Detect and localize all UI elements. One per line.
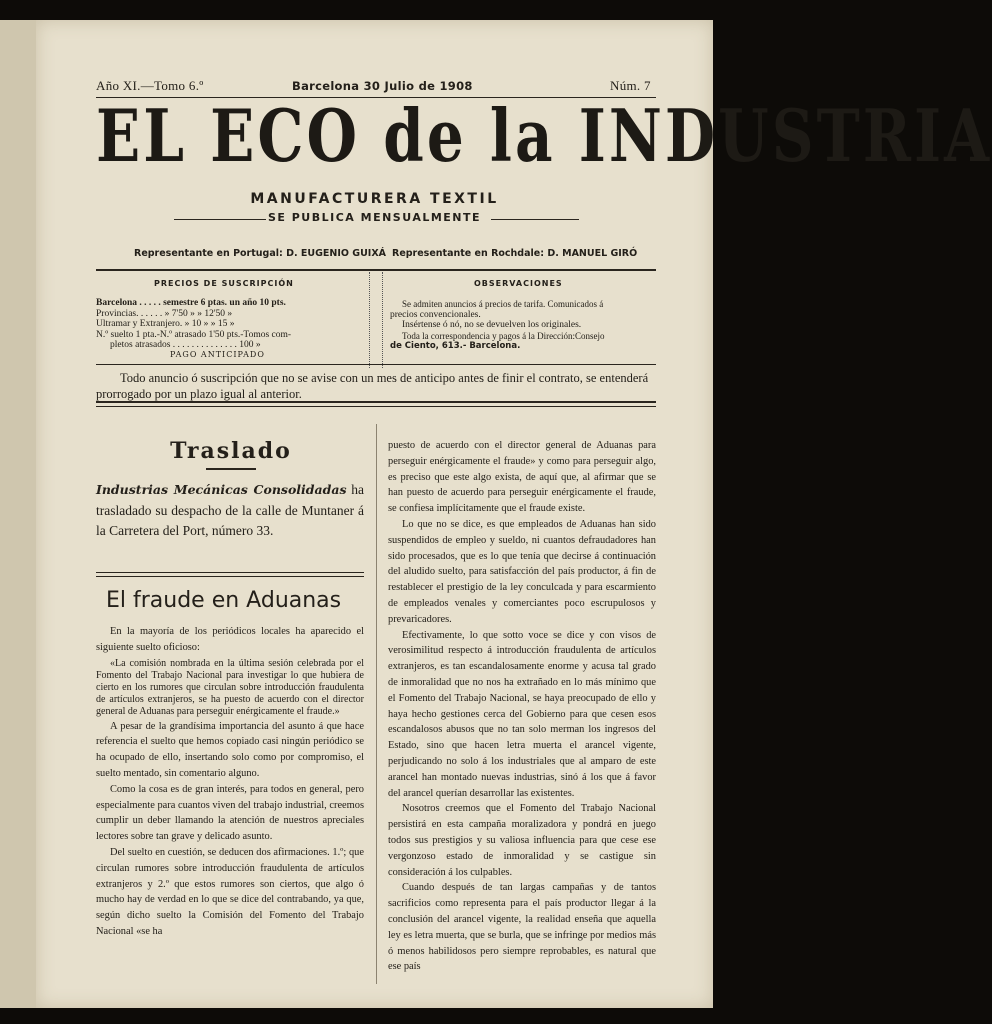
observation-line: de Ciento, 613.- Barcelona.	[390, 341, 521, 351]
issue-date: Barcelona 30 Julio de 1908	[292, 79, 473, 93]
column-divider-ornament	[369, 272, 383, 368]
adjacent-page-edge	[0, 20, 37, 1008]
observation-line: precios convencionales.	[390, 309, 481, 320]
article-paragraph: Del suelto en cuestión, se deducen dos afirmaciones. 1.º; que circulan rumores sobre introducción fraudulenta de artículos extranjeros y 2.º que estos rumores son ciertos, que algo ó mucho hay de verdad en lo que se dice del contrabando, ya que, según dicho suelto la Comisión del Fomento del Trabajo Nacional «se ha	[96, 846, 364, 937]
price-line: Barcelona . . . . . semestre 6 ptas. un año 10 pts.	[96, 298, 286, 308]
article-paragraph: Efectivamente, lo que sotto voce se dice y con visos de verosimilitud respecto á introducción fraudulenta de artículos extranjeros, es tan escandalosamente enorme y acusa tal grado de inmoralidad que no nos ha extrañado en lo más mínimo que el Fomento del Trabajo Nacional, se haya preocupado de ello y haya hecho gestiones cerca del Gobierno para que cesen esos escandalosos abusos que no tan solo merman los ingresos del Estado, sino que hacen letra muerta el arancel vigente, perjudicando no solo á los industriales que al amparo de este arancel han montado nuevas industrias, sinó á los que á favor del arancel querían desarrollar las existentes.	[388, 629, 656, 799]
notice-rule-1	[96, 401, 656, 403]
traslado-company: Industrias Mecánicas Consolidadas	[96, 482, 347, 497]
traslado-title: Traslado	[170, 438, 292, 464]
subtitle-rule-right	[491, 219, 579, 220]
article-paragraph: puesto de acuerdo con el director general de Aduanas para perseguir enérgicamente el fraude» y como para perseguir algo, es preciso que este algo exista, de aquí que, al afirmar que se han puesto de acuerdo para perseguir enérgicamente el fraude, se confiesa implícitamente que el fraude existe.	[388, 440, 656, 515]
notice-rule-2	[96, 406, 656, 407]
traslado-text: ha trasladado su despacho de la calle de Muntaner á la Carretera del Port, número 33.	[96, 482, 364, 538]
box-bottom-rule	[96, 364, 656, 365]
observation-line: Insértense ó nó, no se devuelven los originales.	[402, 320, 582, 330]
section-rule-2	[96, 576, 364, 577]
article-quote: «La comisión nombrada en la última sesión celebrada por el Fomento del Trabajo Nacional para investigar lo que hubiera de cierto en los rumores que circulan sobre introducción fraudulenta de artículos extranjeros, se ha puesto de acuerdo con el director general de Aduanas para perseguir enérgicamente el fraude.»	[96, 657, 364, 718]
subtitle: MANUFACTURERA TEXTIL	[250, 191, 499, 207]
article-paragraph: Cuando después de tan largas campañas y de tantos sacrificios como representa para el país productor llegar á la conclusión del arancel vigente, la realidad enseña que aquella ley es letra muerta, que se burla, que se infringe por medios más ó menos habilidosos pero siempre reprobables, es natural que ese país	[388, 882, 656, 973]
scan-border-top	[0, 0, 729, 20]
frequency: SE PUBLICA MENSUALMENTE	[267, 211, 482, 224]
box-top-rule	[96, 269, 656, 271]
traslado-rule	[206, 468, 256, 470]
rep-rochdale: Representante en Rochdale: D. MANUEL GIRÓ	[392, 248, 638, 259]
price-line: Ultramar y Extranjero. » 10 » » 15 »	[96, 319, 235, 329]
observations-text	[390, 299, 658, 352]
traslado-body	[96, 480, 364, 542]
observations-heading: OBSERVACIONES	[474, 279, 563, 288]
article-right-column	[388, 438, 656, 975]
issue-year: Año XI.—Tomo 6.º	[96, 78, 204, 93]
article-paragraph: Como la cosa es de gran interés, para todos en general, pero especialmente para cuantos viven del trabajo industrial, creemos cumplir un deber llamando la atención de nuestros apreciales lectores sobre tan grave y delicado asunto.	[96, 783, 364, 843]
masthead-title: EL ECO de la INDUSTRIA	[96, 93, 992, 179]
price-line: Provincias. . . . . . » 7'50 » » 12'50 »	[96, 308, 233, 319]
subscription-notice: Todo anuncio ó suscripción que no se avise con un mes de anticipo antes de finir el contrato, se entenderá prorrogado por un plazo igual al anterior.	[96, 371, 649, 401]
article-paragraph: Nosotros creemos que el Fomento del Trabajo Nacional persistirá en esta campaña moralizadora y pondrá en juego todos sus prestigios y su valiosa influencia para que cese ese vergonzoso estado de inmoralidad y se castigue sin consideración á los culpables.	[388, 803, 656, 878]
article-paragraph: En la mayoría de los periódicos locales ha aparecido el siguiente suelto oficioso:	[96, 626, 364, 653]
payment-terms: PAGO ANTICIPADO	[170, 350, 265, 359]
newspaper-page	[36, 20, 992, 1008]
section-rule-1	[96, 572, 364, 573]
price-line: pletos atrasados . . . . . . . . . . . . . . 100 »	[110, 340, 261, 350]
article-paragraph: A pesar de la grandísima importancia del asunto á que hace referencia el suelto que hemos copiado casi ningún periódico se ha ocupado de ello, insertando solo como por compromiso, el suelto mentado, sin comentario alguno.	[96, 720, 364, 779]
subscription-prices	[96, 298, 366, 351]
issue-number: Núm. 7	[610, 78, 651, 93]
observation-line: Se admiten anuncios á precios de tarifa. Comunicados á	[402, 299, 604, 309]
traslado-section	[106, 438, 356, 470]
article-title: El fraude en Aduanas	[106, 588, 342, 613]
article-paragraph: Lo que no se dice, es que empleados de Aduanas han sido suspendidos de empleo y sueldo, ni cuantos defraudadores han sido procesados, que es lo que tenía que decirse á continuación del aludido suelto, para satisfacción del país productor, á fin de restablecer el prestigio de la ley conculcada y para escarmiento de empleados venales y comerciantes poco escrupulosos y prevaricadores.	[388, 518, 656, 625]
observation-line: Toda la correspondencia y pagos á la Dirección:Consejo	[402, 330, 605, 341]
column-separator	[376, 424, 377, 984]
price-line: N.º suelto 1 pta.-N.º atrasado 1'50 pts.-Tomos com-	[96, 329, 292, 340]
subscription-heading: PRECIOS DE SUSCRIPCIÓN	[154, 279, 294, 288]
article-left-column	[96, 624, 364, 940]
rep-portugal: Representante en Portugal: D. EUGENIO GUIXÁ	[134, 248, 387, 259]
